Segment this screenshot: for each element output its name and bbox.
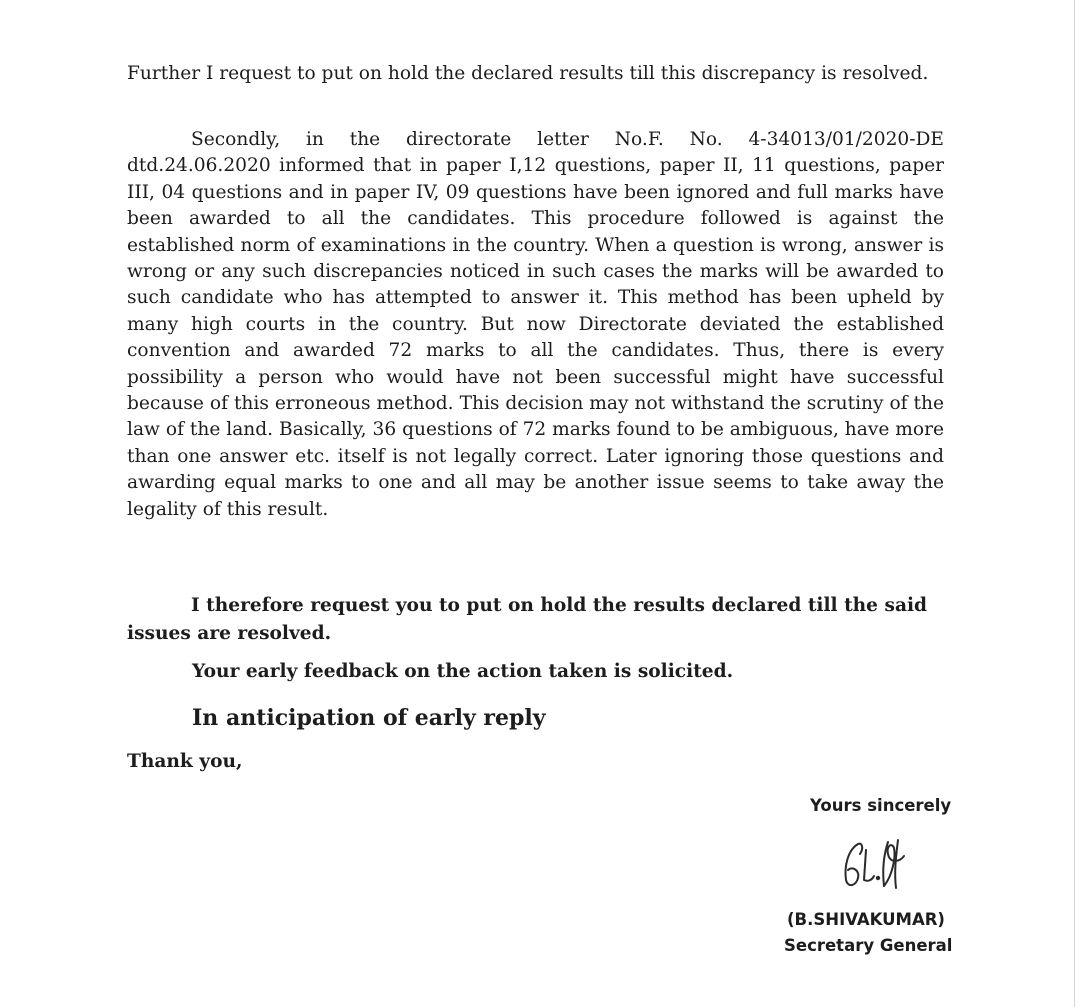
thanks-line: Thank you, <box>127 751 243 772</box>
signature-icon <box>838 836 918 894</box>
closing-salutation: Yours sincerely <box>810 796 952 815</box>
signatory-name: (B.SHIVAKUMAR) <box>787 910 945 929</box>
feedback-line: Your early feedback on the action taken is solicited. <box>192 661 734 682</box>
paragraph-directorate-letter: Secondly, in the directorate letter No.F. No. 4-34013/01/2020-DE dtd.24.06.2020 informed that in paper I,12 questions, paper II, 11 questions, paper III, 04 questions and in paper IV, 09 questions have been ignored and full marks have been awarded to all the candidates. This procedure followed is against the established norm of examinations in the country. When a question is wrong, answer is wrong or any such discrepancies noticed in such cases the marks will be awarded to such candidate who has attempted to answer it. This method has been upheld by many high courts in the country. But now Directorate deviated the established convention and awarded 72 marks to all the candidates. Thus, there is every possibility a person who would have not been successful might have successful because of this erroneous method. This decision may not withstand the scrutiny of the law of the land. Basically, 36 questions of 72 marks found to be ambiguous, have more than one answer etc. itself is not legally correct. Later ignoring those questions and awarding equal marks to one and all may be another issue seems to take away the legality of this result. <box>127 129 944 520</box>
paragraph-request-hold: I therefore request you to put on hold the results declared till the said issues are resolved. <box>127 595 928 644</box>
page-edge-divider <box>1074 0 1075 1007</box>
anticipation-line: In anticipation of early reply <box>192 705 546 731</box>
signatory-designation: Secretary General <box>784 936 953 955</box>
paragraph-hold-results: Further I request to put on hold the declared results till this discrepancy is resolved. <box>127 63 929 84</box>
